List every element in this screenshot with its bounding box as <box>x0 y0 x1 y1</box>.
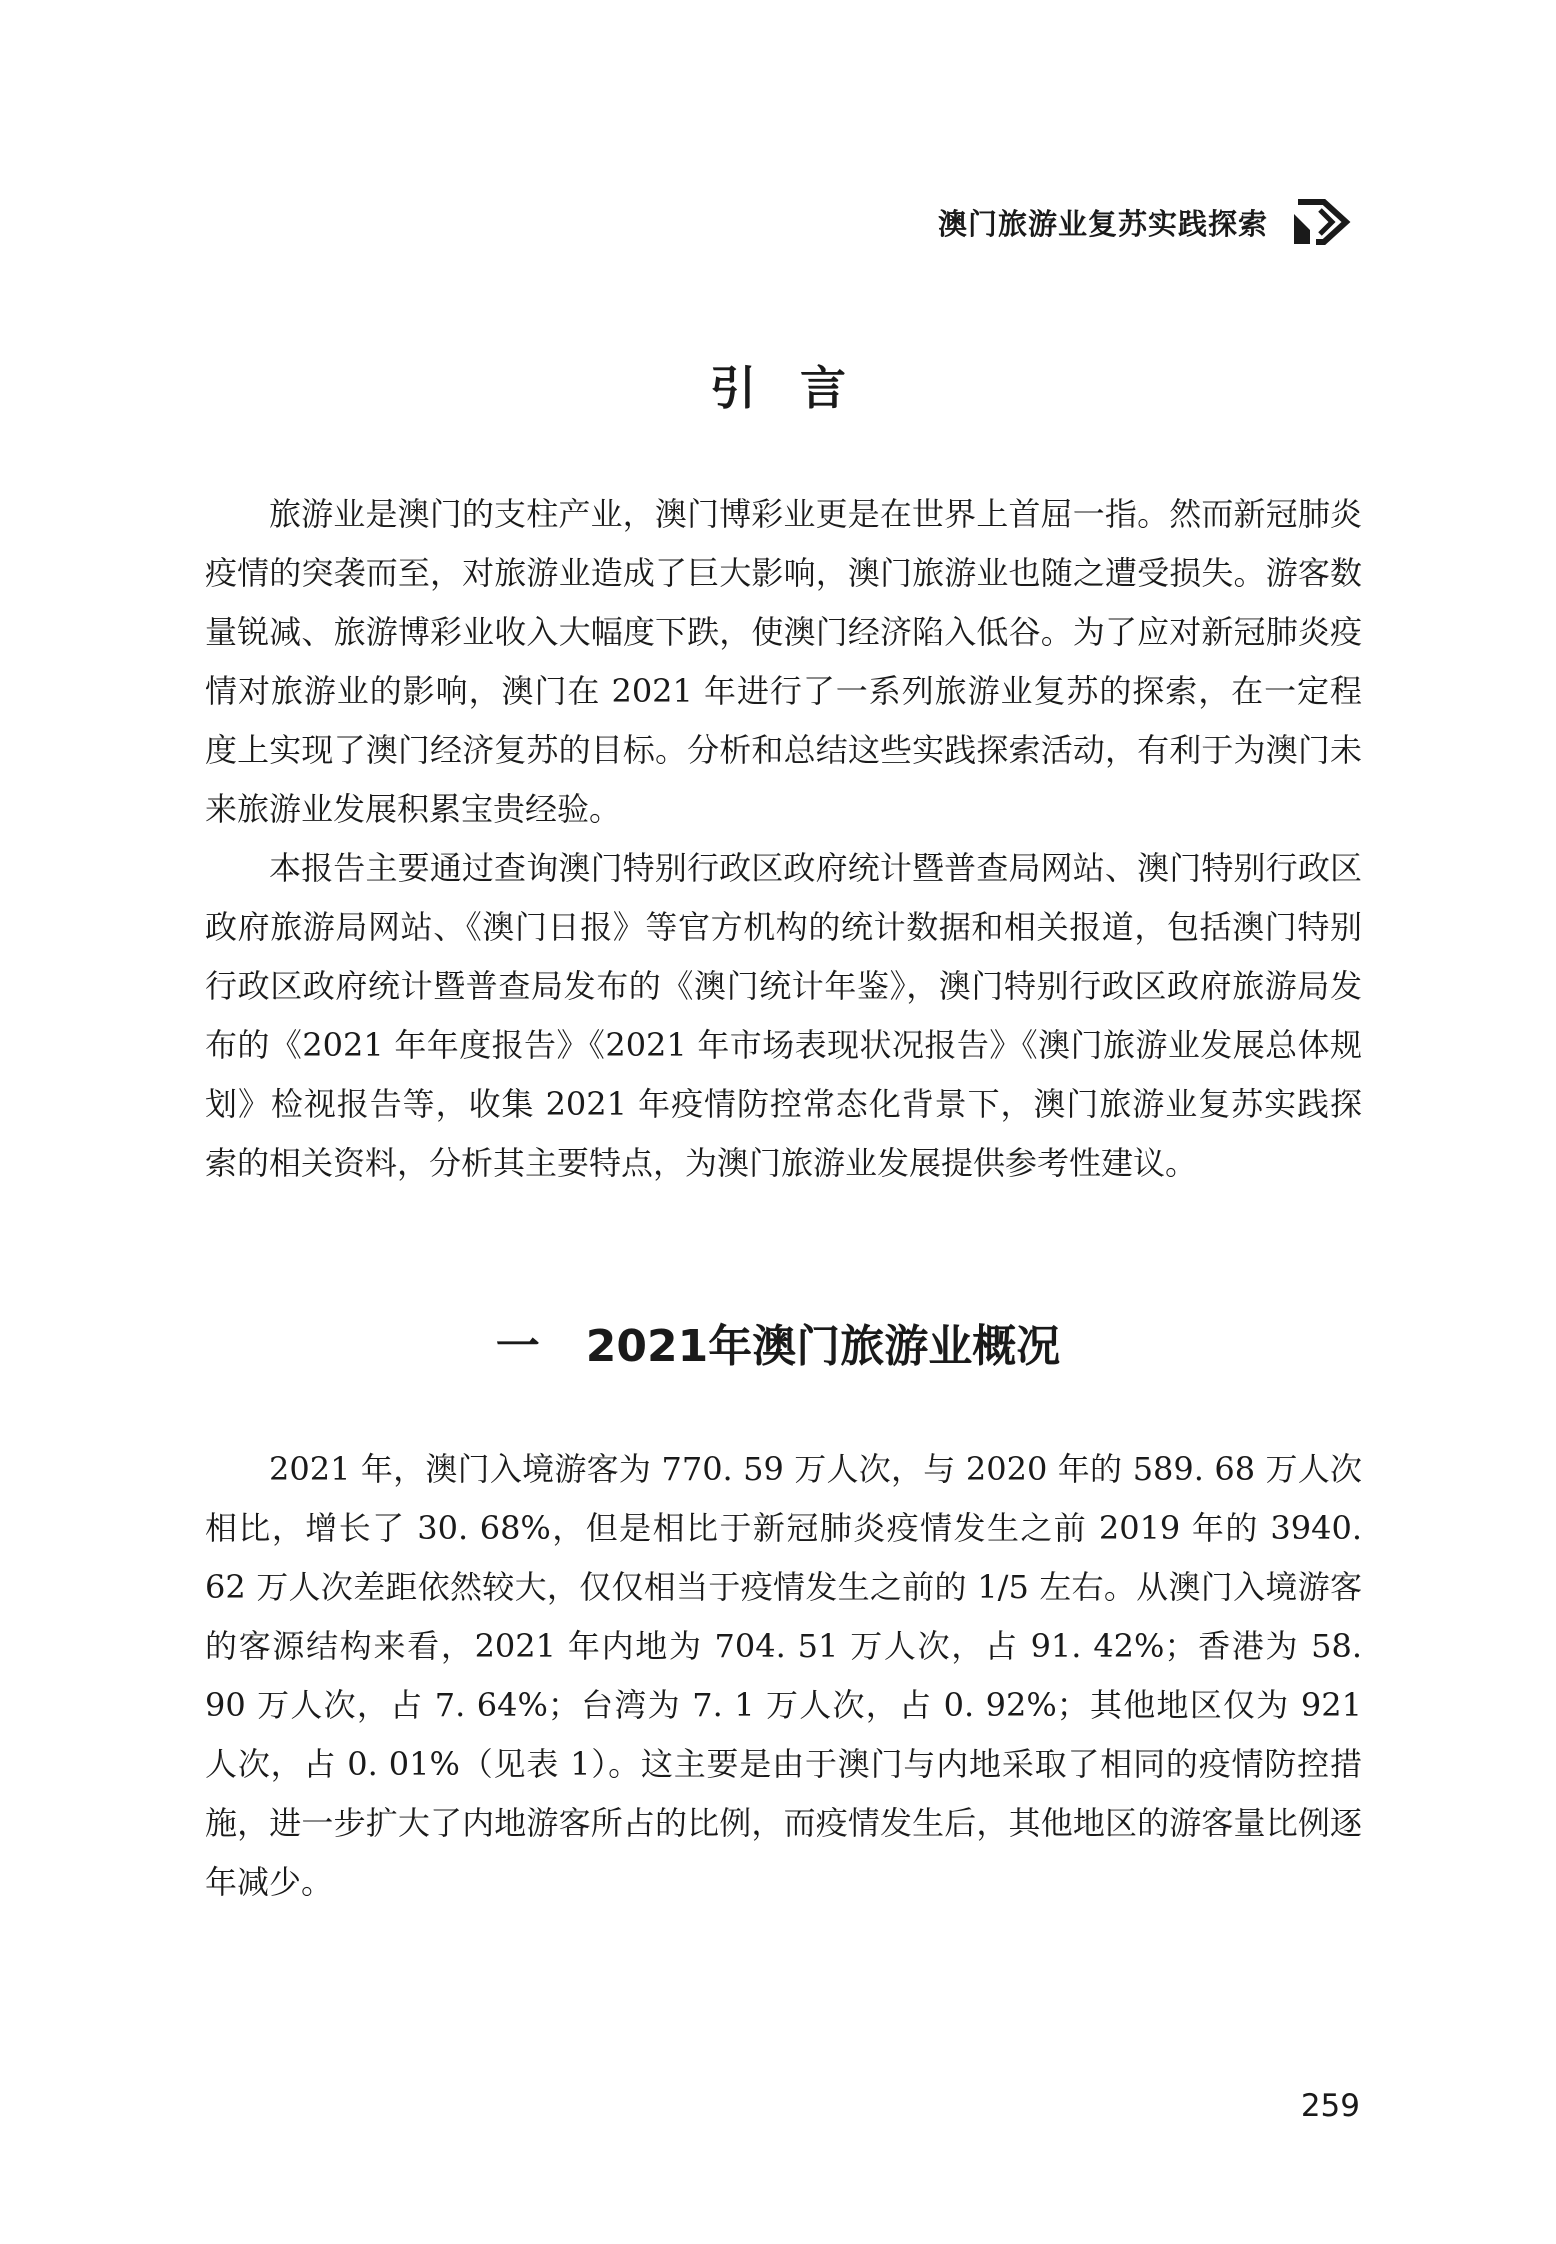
section-one-heading <box>0 1310 1556 1374</box>
section-number: 一 <box>495 1321 540 1372</box>
intro-body <box>205 485 1362 1193</box>
section-one-paragraph-1: 2021 年，澳门入境游客为 770. 59 万人次，与 2020 年的 589. 68 万人次相比，增长了 30. 68%，但是相比于新冠肺炎疫情发生之前 2019 年的 3940. 62 万人次差距依然较大，仅仅相当于疫情发生之前的 1/5 左右。从澳门入境游客的客源结构来看，2021 年内地为 704. 51 万人次，占 91. 42%；香港为 58. 90 万人次，占 7. 64%；台湾为 7. 1 万人次，占 0. 92%；其他地区仅为 921 人次，占 0. 01%（见表 1）。这主要是由于澳门与内地采取了相同的疫情防控措施，进一步扩大了内地游客所占的比例，而疫情发生后，其他地区的游客量比例逐年减少。 <box>205 1450 1362 1901</box>
intro-paragraph-2: 本报告主要通过查询澳门特别行政区政府统计暨普查局网站、澳门特别行政区政府旅游局网站、《澳门日报》等官方机构的统计数据和相关报道，包括澳门特别行政区政府统计暨普查局发布的《澳门统计年鉴》，澳门特别行政区政府旅游局发布的《2021 年年度报告》《2021 年市场表现状况报告》《澳门旅游业发展总体规划》检视报告等，收集 2021 年疫情防控常态化背景下，澳门旅游业复苏实践探索的相关资料，分析其主要特点，为澳门旅游业发展提供参考性建议。 <box>205 849 1362 1182</box>
chapter-arrow-icon <box>1290 196 1360 248</box>
running-header <box>938 196 1360 248</box>
intro-paragraph-1: 旅游业是澳门的支柱产业，澳门博彩业更是在世界上首屈一指。然而新冠肺炎疫情的突袭而至，对旅游业造成了巨大影响，澳门旅游业也随之遭受损失。游客数量锐减、旅游博彩业收入大幅度下跌，使澳门经济陷入低谷。为了应对新冠肺炎疫情对旅游业的影响，澳门在 2021 年进行了一系列旅游业复苏的探索，在一定程度上实现了澳门经济复苏的目标。分析和总结这些实践探索活动，有利于为澳门未来旅游业发展积累宝贵经验。 <box>205 495 1362 828</box>
running-title: 澳门旅游业复苏实践探索 <box>937 206 1268 241</box>
section-title: 2021年澳门旅游业概况 <box>585 1321 1061 1372</box>
page-number: 259 <box>1300 2088 1360 2124</box>
section-one-body <box>205 1440 1362 1912</box>
intro-heading: 引言 <box>710 361 890 415</box>
